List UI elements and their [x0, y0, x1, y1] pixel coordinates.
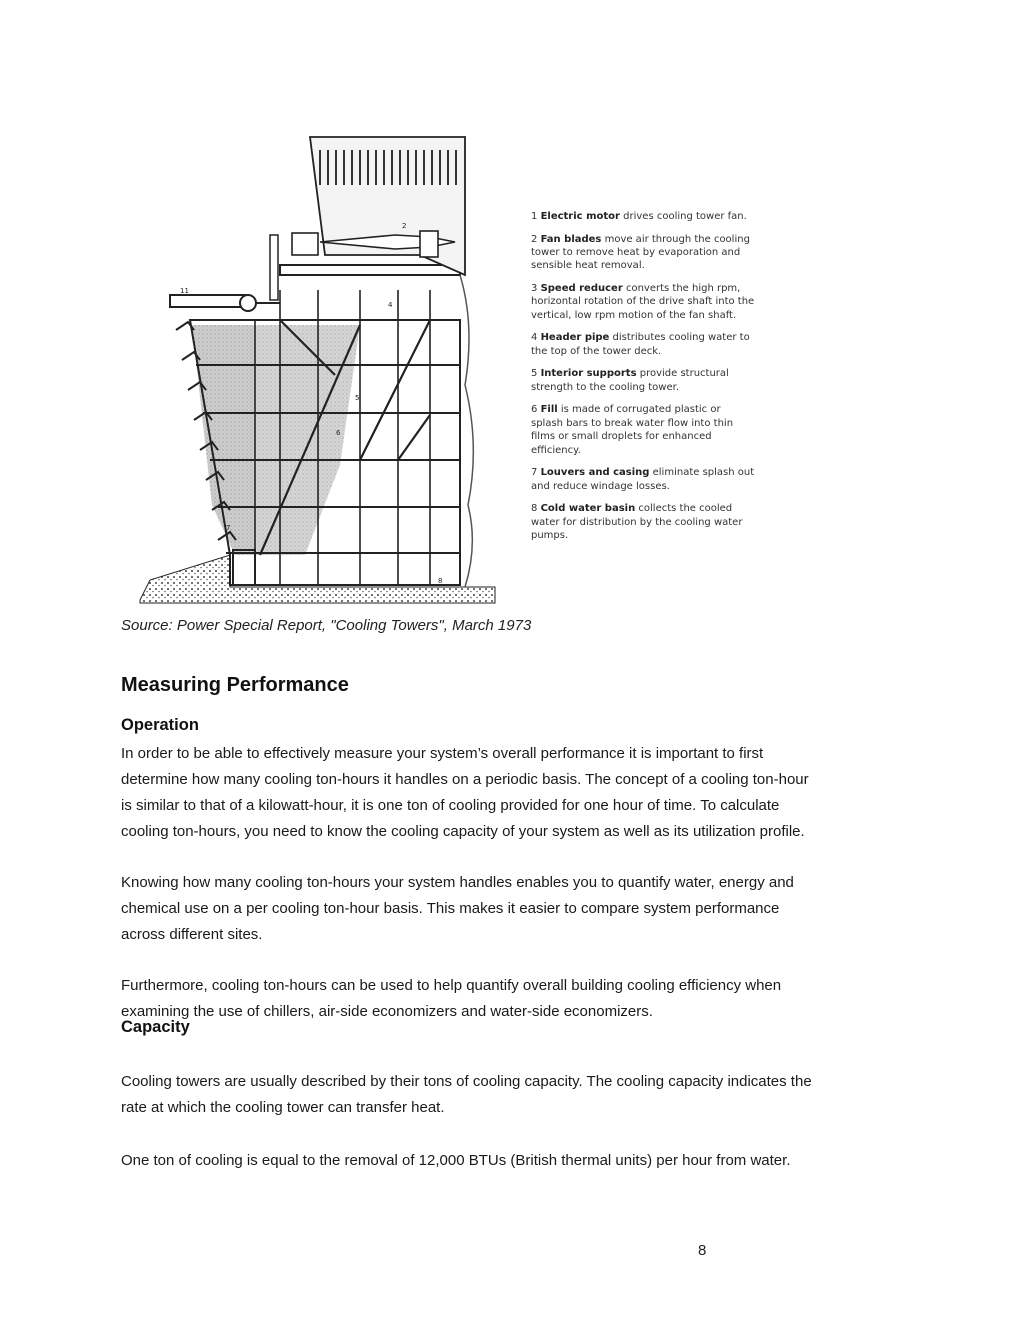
legend-term: Fan blades [540, 233, 602, 245]
subsection-heading-operation: Operation [121, 716, 199, 734]
svg-text:4: 4 [388, 301, 393, 309]
legend-item [531, 502, 771, 542]
legend-text: collects the cooled [638, 503, 733, 515]
legend-text: drives cooling tower fan. [623, 211, 747, 222]
figure-legend [531, 210, 771, 552]
text-line: Furthermore, cooling ton-hours can be used to help quantify overall building cooling efficiency when [121, 977, 782, 994]
legend-term: Electric motor [540, 211, 620, 222]
legend-item [531, 466, 771, 493]
paragraph [121, 741, 911, 845]
legend-text: and reduce windage losses. [531, 480, 670, 492]
legend-text: horizontal rotation of the drive shaft into the [531, 296, 755, 308]
legend-text: efficiency. [531, 444, 581, 456]
svg-text:2: 2 [402, 222, 407, 230]
legend-number: 6 [531, 404, 538, 416]
text-line: examining the use of chillers, air-side economizers and water-side economizers. [121, 1003, 653, 1020]
legend-term: Interior supports [540, 368, 637, 380]
legend-number: 2 [531, 233, 538, 245]
legend-text: films or small droplets for enhanced [531, 431, 712, 443]
figure-caption: Source: Power Special Report, "Cooling Towers", March 1973 [121, 617, 532, 634]
svg-text:6: 6 [336, 429, 341, 437]
legend-text: pumps. [531, 530, 569, 542]
paragraph [121, 1148, 911, 1174]
svg-text:5: 5 [355, 394, 360, 402]
legend-text: eliminate splash out [652, 467, 755, 479]
legend-number: 8 [531, 503, 538, 515]
legend-item [531, 282, 771, 322]
legend-text: tower to remove heat by evaporation and [531, 247, 741, 258]
legend-item [531, 210, 771, 223]
text-line: One ton of cooling is equal to the removal of 12,000 BTUs (British thermal units) per hour from water. [121, 1152, 791, 1169]
legend-text: converts the high rpm, [625, 283, 741, 294]
text-line: determine how many cooling ton-hours it handles on a periodic basis. The concept of a cooling ton-hour [121, 771, 809, 788]
legend-text: provide structural [639, 368, 729, 380]
cooling-tower-figure [130, 125, 770, 610]
text-line: cooling ton-hours, you need to know the cooling capacity of your system as well as its utilization profile. [121, 823, 805, 840]
legend-number: 3 [531, 283, 538, 294]
text-line: rate at which the cooling tower can transfer heat. [121, 1099, 445, 1116]
legend-item [531, 403, 771, 457]
legend-number: 4 [531, 332, 538, 344]
paragraph [121, 973, 911, 1025]
legend-number: 7 [531, 467, 538, 479]
svg-text:7: 7 [226, 524, 231, 532]
legend-text: splash bars to break water flow into thin [531, 417, 734, 429]
legend-text: the top of the tower deck. [531, 345, 662, 357]
legend-item [531, 233, 771, 273]
legend-text: move air through the cooling [604, 233, 750, 245]
legend-term: Header pipe [540, 332, 610, 344]
legend-item [531, 367, 771, 394]
text-line: chemical use on a per cooling ton-hour basis. This makes it easier to compare system performance [121, 900, 780, 917]
legend-term: Speed reducer [540, 283, 623, 294]
svg-text:8: 8 [438, 577, 443, 585]
text-line: is similar to that of a kilowatt-hour, it is one ton of cooling provided for one hour of time. To calculate [121, 797, 780, 814]
legend-text: strength to the cooling tower. [531, 381, 680, 393]
legend-text: vertical, low rpm motion of the fan shaft. [531, 309, 737, 321]
legend-text: is made of corrugated plastic or [560, 404, 721, 416]
page-number: 8 [698, 1242, 707, 1259]
svg-text:11: 11 [180, 287, 189, 295]
text-line: Knowing how many cooling ton-hours your system handles enables you to quantify water, energy and [121, 874, 794, 891]
legend-item [531, 331, 771, 358]
subsection-heading-capacity: Capacity [121, 1018, 190, 1036]
paragraph [121, 1069, 911, 1121]
cooling-tower-diagram [130, 125, 510, 610]
paragraph [121, 870, 911, 948]
legend-number: 5 [531, 368, 538, 380]
legend-number: 1 [531, 211, 538, 222]
legend-text: distributes cooling water to [612, 332, 750, 344]
text-line: Cooling towers are usually described by their tons of cooling capacity. The cooling capacity indicates the [121, 1073, 812, 1090]
legend-text: water for distribution by the cooling water [531, 516, 743, 528]
text-line: In order to be able to effectively measure your system’s overall performance it is important to first [121, 745, 764, 762]
text-line: across different sites. [121, 926, 263, 943]
legend-text: sensible heat removal. [531, 260, 645, 272]
legend-term: Fill [540, 404, 558, 416]
legend-term: Louvers and casing [540, 467, 650, 479]
legend-term: Cold water basin [540, 503, 636, 515]
section-heading: Measuring Performance [121, 674, 349, 696]
